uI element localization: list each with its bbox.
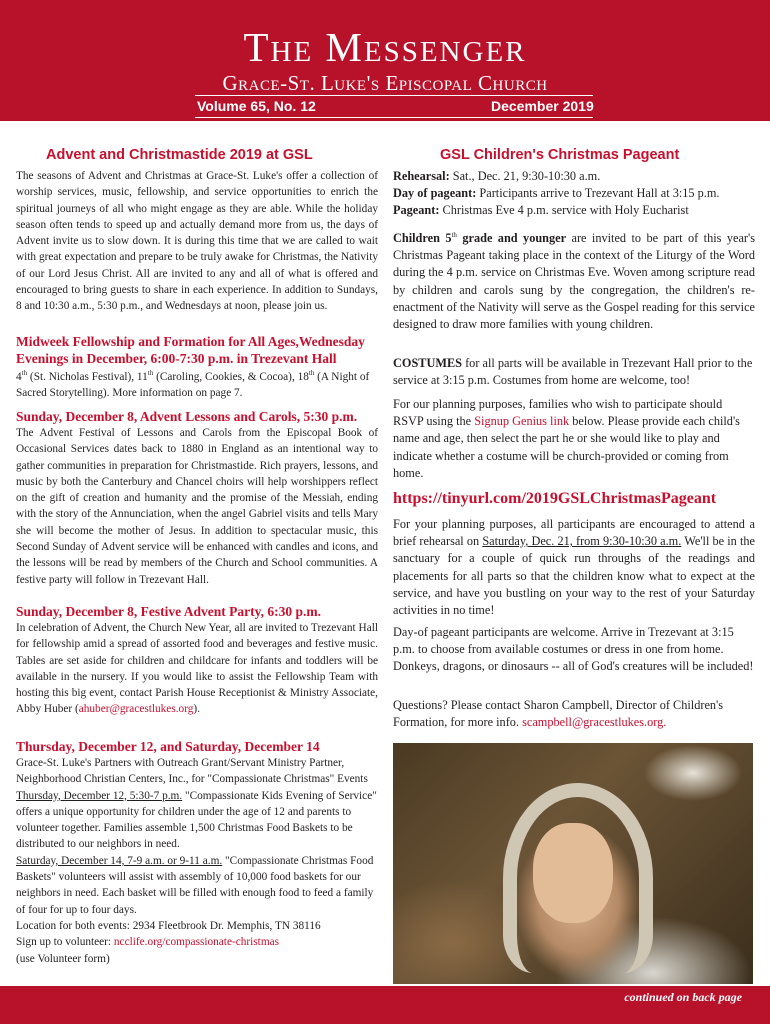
advent-heading: Advent and Christmastide 2019 at GSL: [46, 147, 313, 163]
thursday-date-1: Thursday, December 12, 5:30-7 p.m.: [16, 789, 183, 802]
thursday-heading: Thursday, December 12, and Saturday, December 14: [16, 739, 320, 754]
rehearsal-value: Sat., Dec. 21, 9:30-10:30 a.m.: [449, 169, 601, 183]
party-heading: Sunday, December 8, Festive Advent Party, 6:30 p.m.: [16, 604, 321, 619]
pageant-details: [393, 168, 755, 220]
pageant-heading: GSL Children's Christmas Pageant: [440, 147, 680, 163]
party-text: [16, 620, 378, 718]
volume-number: Volume 65, No. 12: [197, 98, 316, 114]
midweek-sup-b: th: [147, 369, 154, 378]
party-paragraph-end: ).: [193, 703, 200, 716]
children-bold-b: grade and younger: [456, 231, 567, 245]
rehearsal-paragraph-b: We'll be in the sanctuary for a couple of quick run throughs of the readings and placements for all parts so that the children know what to expect at the service, and have you bustling on your way to the rest of your Saturday activities in no time!: [393, 534, 755, 618]
issue-date: December 2019: [491, 98, 594, 114]
costumes-paragraph: for all parts will be available in Trezevant Hall prior to the service at 3:15 p.m. Costumes from home are welcome, too!: [393, 356, 753, 388]
masthead-rule-top: [195, 95, 593, 96]
children-text: [393, 230, 755, 333]
day-of-pageant-value: Participants arrive to Trezevant Hall at 3:15 p.m.: [476, 186, 720, 201]
masthead-rule-bottom: [195, 117, 593, 118]
pageant-signup-url[interactable]: https://tinyurl.com/2019GSLChristmasPageant: [393, 490, 717, 507]
questions-email-link[interactable]: scampbell@gracestlukes.org.: [522, 715, 667, 730]
costumes-text: [393, 355, 755, 389]
children-sup: th: [451, 230, 457, 239]
photo-child-face: [533, 823, 613, 923]
children-paragraph: are invited to be part of this year's Christmas Pageant taking place in the context of the Liturgy of the Word during the 4 p.m. service on Christmas Eve. Woven among scripture read by children and carols sung by the congregation, the children's re-enactment of the Nativity will serve as the Gospel reading for this service designed to draw more families with young children.: [393, 231, 755, 332]
thursday-date-2: Saturday, December 14, 7-9 a.m. or 9-11 a.m.: [16, 854, 223, 867]
midweek-text-c: (Caroling, Cookies, & Cocoa), 18: [153, 371, 309, 383]
midweek-text-d: (A Night of Sacred Storytelling). More information on page 7.: [16, 371, 370, 400]
pageant-label: Pageant:: [393, 203, 440, 218]
rehearsal-label: Rehearsal:: [393, 169, 450, 183]
day-of-paragraph: Day-of pageant participants are welcome. Arrive in Trezevant at 3:15 p.m. to choose from available costumes or dress in one from home. Donkeys, dragons, or dinosaurs -- all of God's creatures will be included!: [393, 625, 754, 674]
day-of-pageant-label: Day of pageant:: [393, 186, 477, 201]
party-paragraph: In celebration of Advent, the Church New Year, all are invited to Trezevant Hall for fellowship amid a spread of assorted food and beverages and festive music. Tables are set aside for children and childcare for infants and toddlers will be available in the nursery. If you would like to assist the Fellowship Team with hosting this big event, contact Parish House Receptionist & Ministry Associate, Abby Huber (: [16, 622, 378, 716]
questions-paragraph: Questions? Please contact Sharon Campbell, Director of Children's Formation, for more info.: [393, 698, 724, 730]
thursday-text: [16, 755, 378, 967]
advent-paragraph: The seasons of Advent and Christmas at Grace-St. Luke's offer a collection of worship services, music, fellowship, and service opportunities to enrich the spiritual journeys of all who might engage as they are able. While the holiday season often tends to speed up and actually demand more from us, the days of Advent invite us to slow down. It is during this time that we are called to wait with great expectation and prepare to be truly awake for Christmas, the Nativity of our Lord Jesus Christ. All are invited to any and all of what is offered and encouraged to bring guests to share in each experience. In addition to Sundays, 8 and 10:30 a.m., 5:30 p.m., and Wednesdays at noon, please join us.: [16, 170, 378, 313]
signup-genius-link[interactable]: Signup Genius link: [474, 414, 570, 429]
lessons-heading: Sunday, December 8, Advent Lessons and Carols, 5:30 p.m.: [16, 409, 358, 424]
children-bold-a: Children 5: [393, 231, 452, 245]
advent-text: [16, 168, 378, 315]
thursday-baskets-text: "Compassionate Christmas Food Baskets" volunteers will assist with assembly of 10,000 food baskets for our neighbors in need. Each basket will be filled with enough food to feed a family of four for up to four days.: [16, 854, 374, 916]
planning-paragraph-a: For our planning purposes, families who wish to participate should RSVP using the: [393, 397, 723, 429]
midweek-text: [16, 369, 378, 402]
midweek-text-b: (St. Nicholas Festival), 11: [27, 371, 148, 383]
masthead: [0, 0, 770, 121]
thursday-signup-link[interactable]: ncclife.org/compassionate-christmas: [113, 936, 280, 949]
thursday-kids-text: "Compassionate Kids Evening of Service" offers a unique opportunity for children under the age of 12 and parents to volunteer together. Families assemble 1,500 Christmas Food Baskets to be distributed to our neighbors in need.: [16, 789, 377, 851]
costumes-bold: COSTUMES: [393, 356, 463, 370]
thursday-signup-label: Sign up to volunteer:: [16, 936, 114, 949]
thursday-location: Location for both events: 2934 Fleetbrook Dr. Memphis, TN 38116: [16, 919, 321, 932]
footer-bar: [0, 986, 770, 1024]
continued-note: continued on back page: [624, 990, 742, 1004]
planning-text: [393, 396, 755, 482]
day-of-text: [393, 624, 755, 676]
thursday-intro: Grace-St. Luke's Partners with Outreach Grant/Servant Ministry Partner, Neighborhood Christian Centers, Inc., for "Compassionate Christmas" Events: [16, 757, 368, 786]
newsletter-title: The Messenger: [243, 24, 527, 70]
rehearsal-paragraph-a: For your planning purposes, all participants are encouraged to attend a brief rehearsal on: [393, 517, 755, 549]
rehearsal-date: Saturday, Dec. 21, from 9:30-10:30 a.m.: [482, 534, 682, 549]
midweek-sup-c: th: [308, 369, 315, 378]
pageant-child-photo: [393, 743, 753, 984]
thursday-form-note: (use Volunteer form): [16, 952, 110, 965]
planning-paragraph-b: below. Please provide each child's name and age, then select the part he or she would like to play and indicate whether a costume will be church-provided or coming from home.: [393, 414, 740, 480]
questions-text: [393, 697, 755, 731]
midweek-text-a: 4: [16, 371, 22, 383]
midweek-sup-a: th: [21, 369, 28, 378]
rehearsal-text: [393, 516, 755, 619]
midweek-heading: Midweek Fellowship and Formation for All Ages,Wednesday Evenings in December, 6:00-7:30 p.m. in Trezevant Hall: [16, 334, 365, 366]
lessons-paragraph: The Advent Festival of Lessons and Carols from the Episcopal Book of Occasional Services dates back to 1880 in England as an intentional way to gather communities in preparation for Christmastide. Rich prayers, lessons, and music by both the Canterbury and Chancel choirs will help worshippers reflect on the gift of creation and humanity and the promise of the Messiah, ending with the story of the Annunciation, when the angel Gabriel visits and tells Mary she will become the mother of Jesus. In addition to spectacular music, this Second Sunday of Advent service will be enhanced with candles and icons, and the lessons will be read by members of the Church and School communities. A festive party will follow in Trezevant Hall.: [16, 427, 378, 586]
pageant-value: Christmas Eve 4 p.m. service with Holy Eucharist: [439, 203, 689, 218]
party-email-link[interactable]: ahuber@gracestlukes.org: [78, 703, 194, 716]
church-name: Grace-St. Luke's Episcopal Church: [222, 71, 548, 95]
lessons-text: [16, 425, 378, 588]
